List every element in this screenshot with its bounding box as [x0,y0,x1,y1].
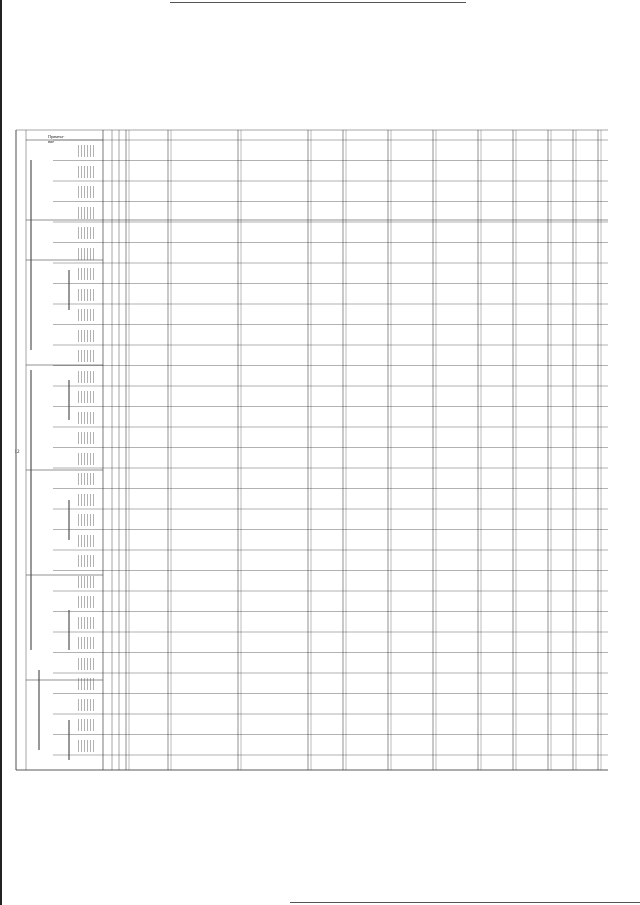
illegible-column-header-text [78,617,96,629]
rotated-table-sheet [8,120,638,780]
illegible-column-header-text [78,145,96,157]
illegible-column-header-text [78,514,96,526]
illegible-column-header-text [78,207,96,219]
illegible-header-text [30,370,32,650]
illegible-column-header-text [78,555,96,567]
illegible-column-header-text [78,740,96,752]
illegible-header-text [30,160,32,350]
illegible-column-header-text [78,412,96,424]
illegible-column-header-text [78,371,96,383]
illegible-column-header-text [78,494,96,506]
illegible-column-header-text [78,637,96,649]
illegible-column-header-text [78,719,96,731]
table-grid [8,120,638,780]
illegible-header-text [68,270,70,310]
illegible-column-header-text [78,350,96,362]
illegible-header-text [68,720,70,760]
top-rule [170,2,466,3]
illegible-column-header-text [78,391,96,403]
illegible-column-header-text [78,576,96,588]
illegible-column-header-text [78,268,96,280]
illegible-column-header-text [78,473,96,485]
illegible-column-header-text [78,658,96,670]
illegible-column-header-text [78,166,96,178]
page-number: 12 [14,450,20,455]
illegible-column-header-text [78,699,96,711]
illegible-column-header-text [78,309,96,321]
illegible-header-text [68,500,70,540]
illegible-column-header-text [78,227,96,239]
illegible-header-text [68,380,70,420]
left-page-border [0,0,2,905]
illegible-header-text [68,610,70,650]
illegible-column-header-text [78,289,96,301]
bottom-rule [290,902,640,903]
illegible-column-header-text [78,432,96,444]
illegible-column-header-text [78,535,96,547]
illegible-column-header-text [78,186,96,198]
illegible-column-header-text [78,678,96,690]
illegible-header-text [38,670,40,750]
illegible-column-header-text [78,453,96,465]
illegible-column-header-text [78,248,96,260]
note-column-header: Примеча- ние [48,134,65,144]
illegible-column-header-text [78,596,96,608]
illegible-column-header-text [78,330,96,342]
